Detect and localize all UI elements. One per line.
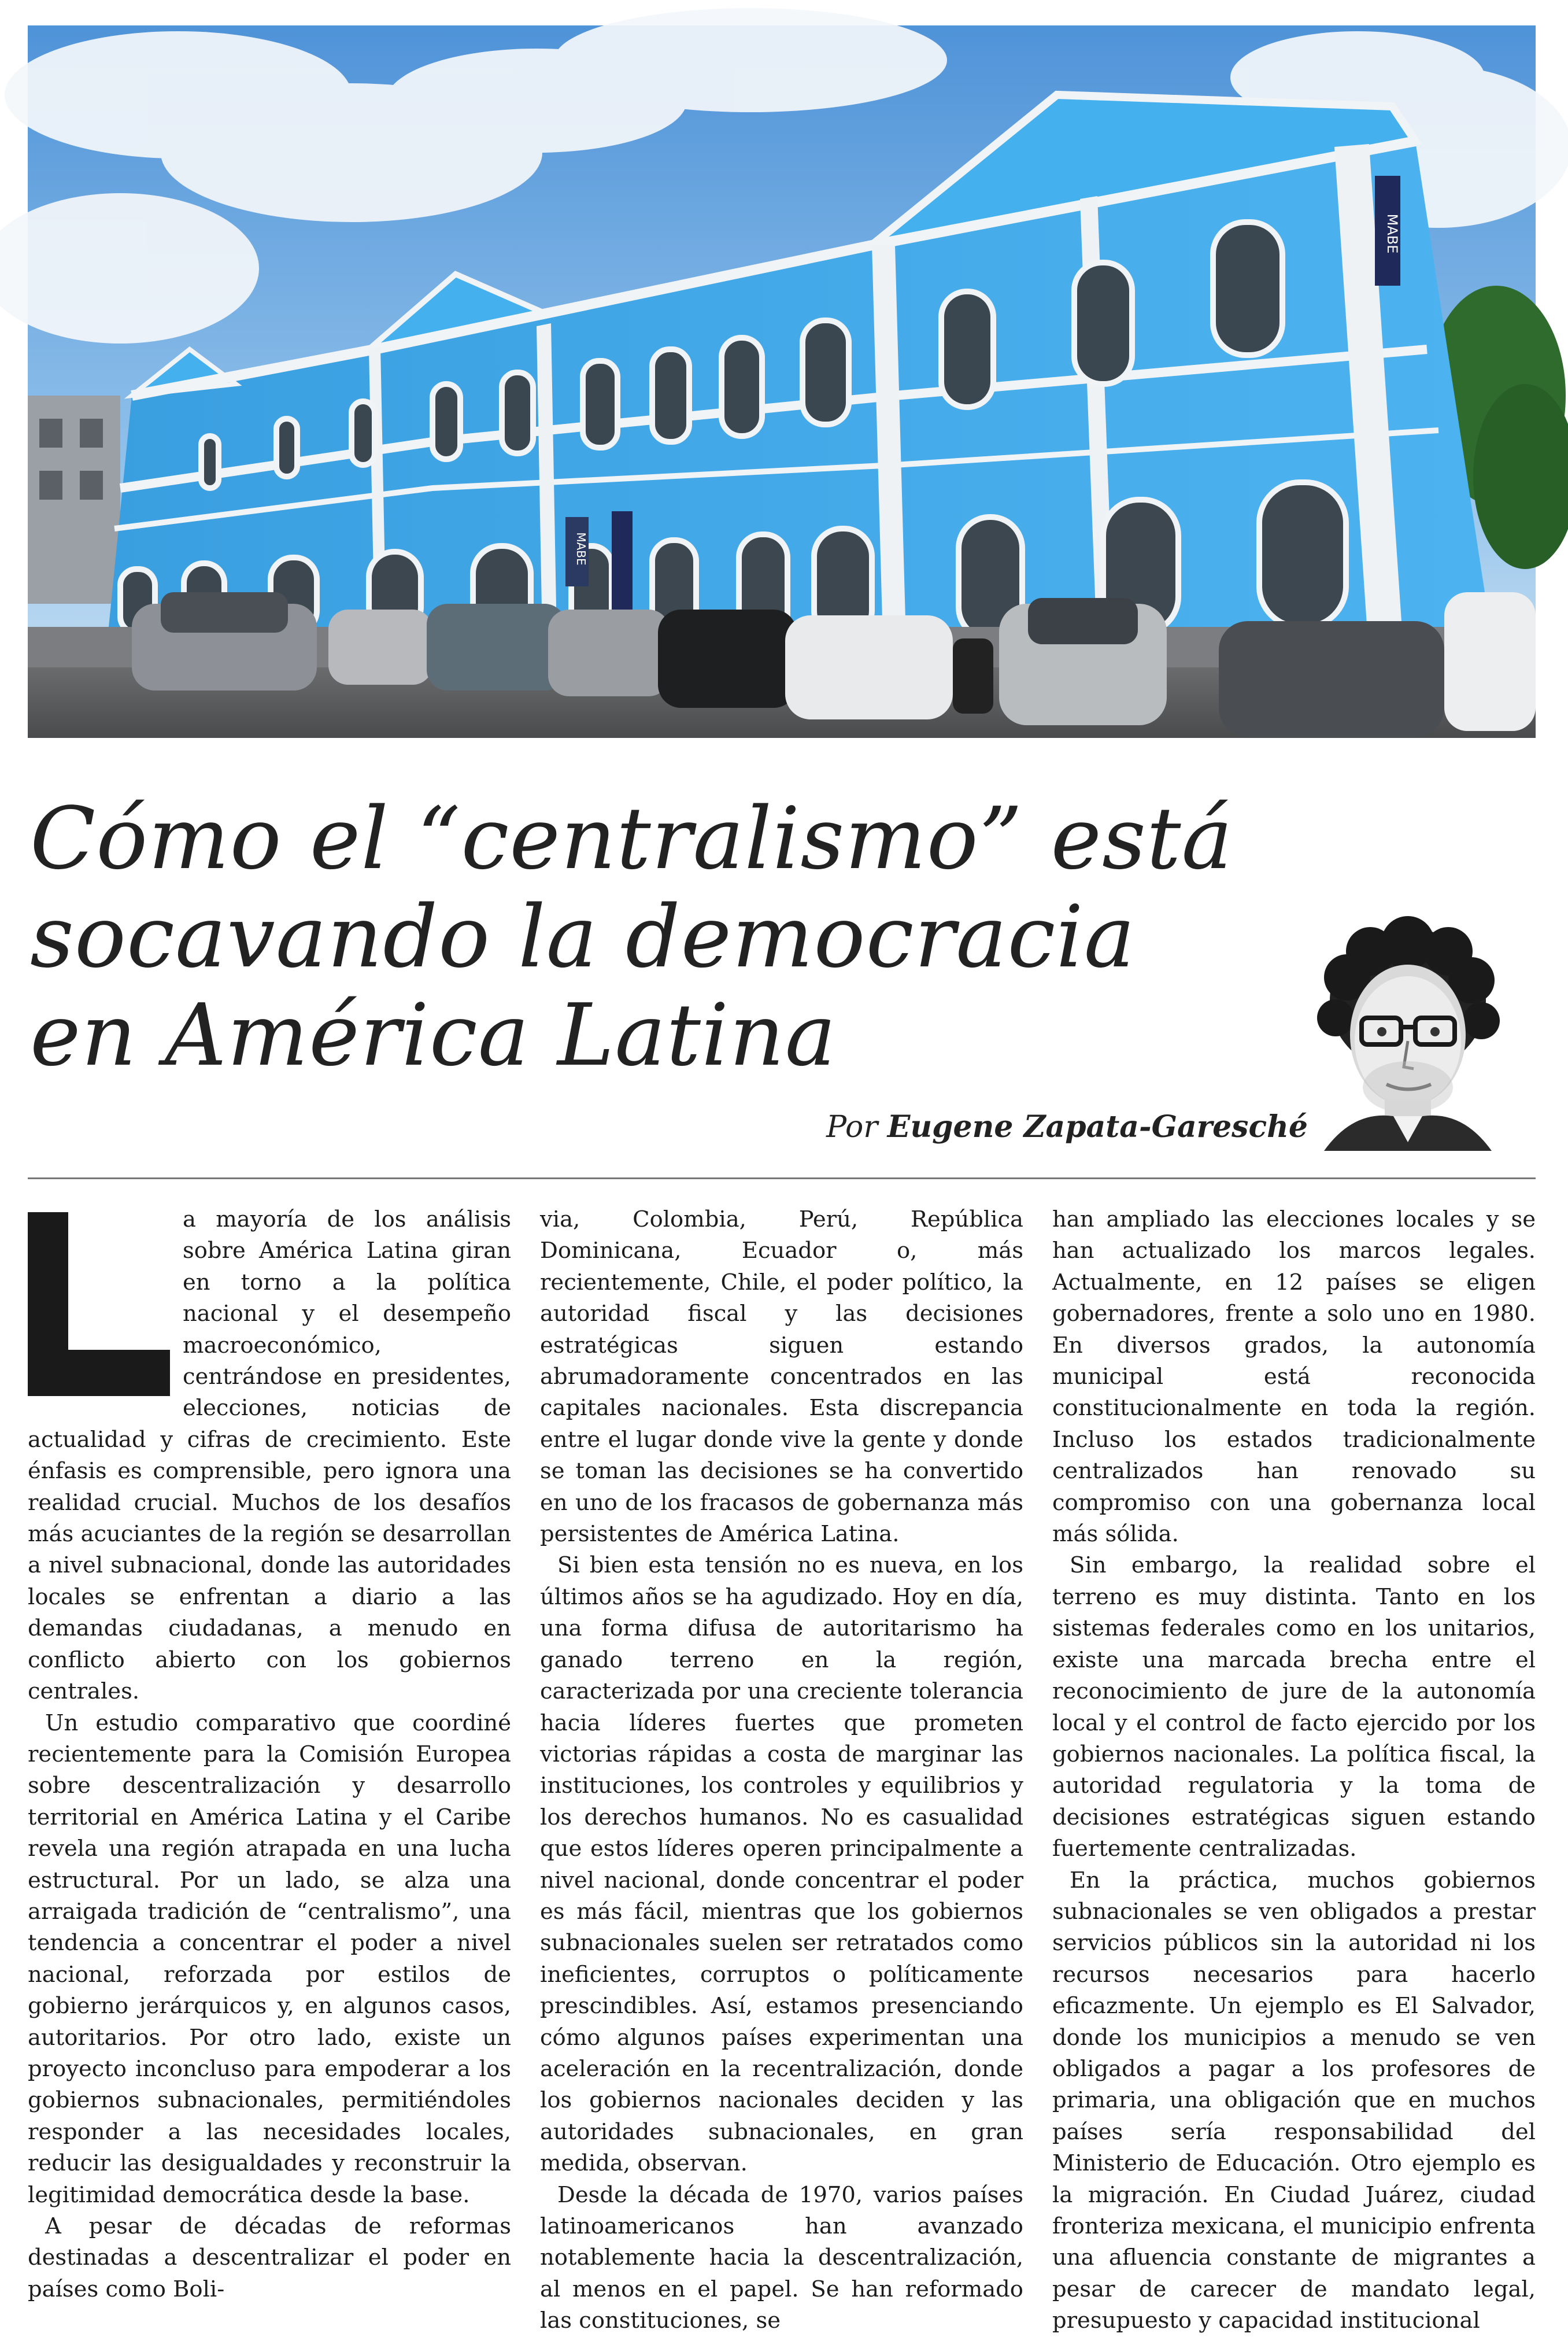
paragraph: han ampliado las elecciones locales y se han actualizado los marcos legales. Actualmente, en 12 países se eligen gobernadores, frente a solo uno en 1980. En diversos grados, la autonomía municipal está reconocida constitucionalmente en toda la región. Incluso los estados tradicionalmente centralizados han renovado su compromiso con una gobernanza local más sólida. — [1052, 1206, 1536, 1548]
svg-text:MABE: MABE — [1384, 213, 1400, 254]
byline — [826, 1109, 1308, 1144]
byline-author: Eugene Zapata-Garesché — [887, 1109, 1308, 1144]
paragraph: Un estudio comparativo que coordiné recientemente para la Comisión Europea sobre descentralización y desarrollo territorial en América Latina y el Caribe revela una región atrapada en una lucha estructural. Por un lado, se alza una arraigada tradición de “centralismo”, una tendencia a concentrar el poder a nivel nacional, reforzada por estilos de gobierno jerárquicos y, en algunos casos, autoritarios. Por otro lado, existe un proyecto inconcluso para empoderar a los gobiernos subnacionales, permitiéndoles responder a las necesidades locales, reducir las desigualdades y reconstruir la legitimidad democrática desde la base. — [28, 1710, 511, 2208]
header-divider — [28, 1177, 1536, 1179]
paragraph: a mayoría de los análisis sobre América Latina giran en torno a la política nacional y el desempeño macroeconómico, centrándose en presidentes, elecciones, noticias de actualidad y cifras de crecimiento. Este énfasis es comprensible, pero ignora una realidad crucial. Muchos de los desafíos más acuciantes de la región se desarrollan a nivel subnacional, donde las autoridades locales se enfrentan a diario a las demandas ciudadanas, a menudo en conflicto abierto con los gobiernos centrales. — [28, 1206, 511, 1705]
byline-prefix: Por — [826, 1110, 878, 1144]
paragraph: A pesar de décadas de reformas destinadas a descentralizar el poder en países como Boli- — [28, 2213, 511, 2302]
headline-line-3: en América Latina — [30, 985, 837, 1085]
svg-text:MABE: MABE — [574, 532, 588, 566]
paragraph: Si bien esta tensión no es nueva, en los últimos años se ha agudizado. Hoy en día, una forma difusa de autoritarismo ha ganado terreno en la región, caracterizada por una creciente tolerancia hacia líderes fuertes que prometen victorias rápidas a costa de marginar las instituciones, los controles y equilibrios y los derechos humanos. No es casualidad que estos líderes operen principalmente a nivel nacional, donde concentrar el poder es más fácil, mientras que los gobiernos subnacionales suelen ser retratados como ineficientes, corruptos o políticamente prescindibles. Así, estamos presenciando cómo algunos países experimentan una aceleración en la recentralización, donde los gobiernos nacionales deciden y las autoridades subnacionales, en gran medida, observan. — [540, 1552, 1023, 2177]
headline-line-1: Cómo el “centralismo” está — [30, 789, 1233, 888]
article-headline — [30, 789, 1244, 1084]
building-illustration — [28, 25, 1536, 738]
paragraph: Desde la década de 1970, varios países latinoamericanos han avanzado notablemente hacia la descentralización, al menos en el papel. Se han reformado las constituciones, se — [540, 2181, 1023, 2334]
headline-line-2: socavando la democracia — [30, 887, 1136, 987]
paragraph: Sin embargo, la realidad sobre el terreno es muy distinta. Tanto en los sistemas federales como en los unitarios, existe una marcada brecha entre el reconocimiento de jure de la autonomía local y el control de facto ejercido por los gobiernos nacionales. La política fiscal, la autoridad regulatoria y la toma de decisiones estratégicas siguen estando fuertemente centralizadas. — [1052, 1552, 1536, 1862]
author-portrait — [1312, 925, 1503, 1151]
article-column-1 — [28, 1204, 511, 2302]
article-column-3 — [1052, 1204, 1536, 2334]
dropcap-letter — [28, 1212, 170, 1396]
paragraph: via, Colombia, Perú, República Dominicana, Ecuador o, más recientemente, Chile, el poder político, la autoridad fiscal y las decisiones estratégicas siguen estando abrumadoramente concentrados en las capitales nacionales. Esta discrepancia entre el lugar donde vive la gente y donde se toman las decisiones se ha convertido en uno de los fracasos de gobernanza más persistentes de América Latina. — [540, 1206, 1023, 1548]
article-column-2 — [540, 1204, 1023, 2334]
article-photo — [28, 25, 1536, 738]
paragraph: En la práctica, muchos gobiernos subnacionales se ven obligados a prestar servicios públicos sin la autoridad ni los recursos necesarios para hacerlo eficazmente. Un ejemplo es El Salvador, donde los municipios a menudo se ven obligados a pagar a los profesores de primaria, una obligación que en muchos países sería responsabilidad del Ministerio de Educación. Otro ejemplo es la migración. En Ciudad Juárez, ciudad fronteriza mexicana, el municipio enfrenta una afluencia constante de migrantes a pesar de carecer de mandato legal, presupuesto y capacidad institucional — [1052, 1867, 1536, 2334]
